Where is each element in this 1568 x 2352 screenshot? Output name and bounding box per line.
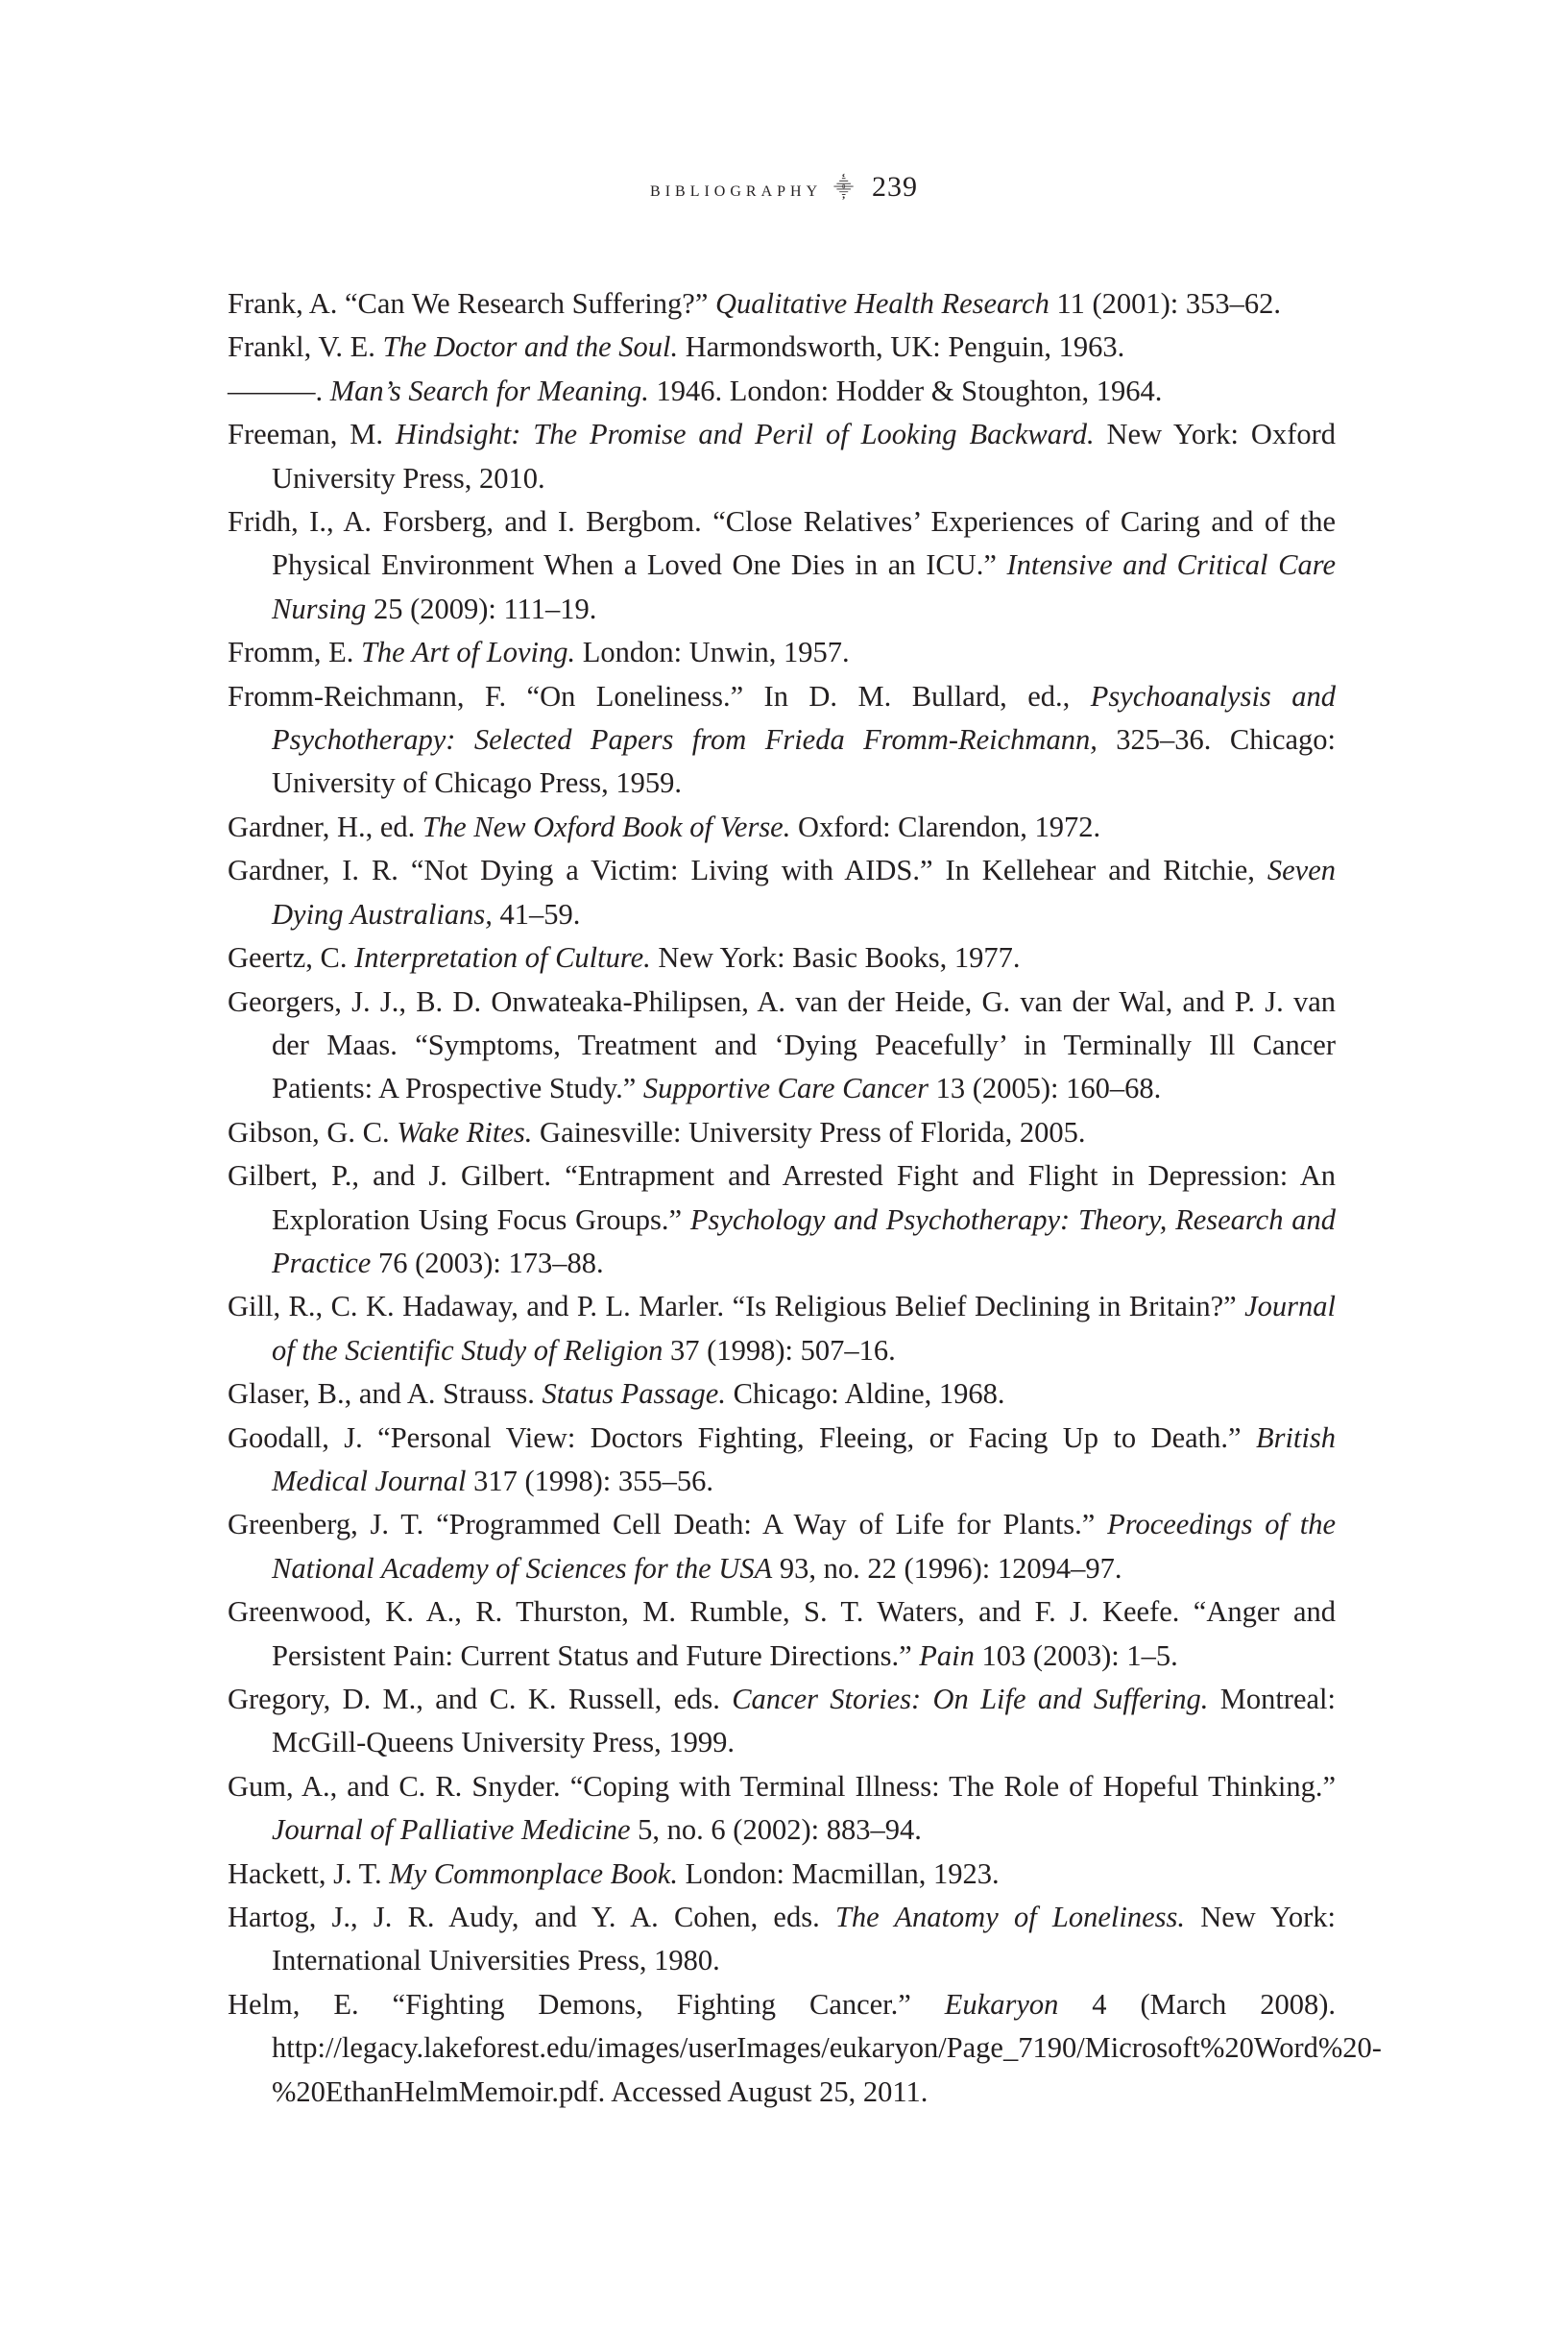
entry-title-italic: The Art of Loving. (360, 636, 576, 669)
entry-title-italic: Psychoanalysis and Psychotherapy: Selected Papers from Frieda Fromm-Reichmann, (272, 679, 1336, 757)
bibliography-entry (228, 1285, 1336, 1372)
entry-text: Geertz, C. (228, 941, 355, 975)
entry-text: Helm, E. “Fighting Demons, Fighting Cancer.” (228, 1987, 945, 2021)
entry-text: 76 (2003): 173–88. (371, 1246, 604, 1279)
entry-text: Montreal: McGill-Queens University Press, 1999. (272, 1683, 1336, 1759)
entry-text: 11 (2001): 353–62. (1049, 287, 1281, 320)
entry-text: Fromm-Reichmann, F. “On Loneliness.” In D. M. Bullard, ed., (228, 679, 1091, 713)
entry-title-italic: Qualitative Health Research (715, 287, 1049, 320)
entry-title-italic: Pain (919, 1638, 975, 1672)
entry-text: Goodall, J. “Personal View: Doctors Fighting, Fleeing, or Facing Up to Death.” (228, 1420, 1256, 1454)
entry-title-italic: Hindsight: The Promise and Peril of Looking Backward. (395, 418, 1095, 451)
entry-text: London: Unwin, 1957. (575, 636, 850, 669)
entry-text: Harmondsworth, UK: Penguin, 1963. (678, 330, 1125, 364)
entry-title-italic: The Doctor and the Soul. (382, 330, 679, 364)
bibliography-entry (228, 326, 1336, 369)
entry-title-italic: Journal of the Scientific Study of Religion (272, 1290, 1336, 1367)
entry-title-italic: Interpretation of Culture. (354, 941, 651, 975)
entry-text: 325–36. Chicago: University of Chicago Press, 1959. (272, 723, 1336, 800)
entry-text: Frankl, V. E. (228, 330, 383, 364)
entry-text: 25 (2009): 111–19. (366, 592, 597, 625)
entry-text: Glaser, B., and A. Strauss. (228, 1377, 543, 1411)
bibliography-entry (228, 413, 1336, 500)
entry-title-italic: Eukaryon (944, 1987, 1059, 2021)
entry-text: Gilbert, P., and J. Gilbert. “Entrapment and Arrested Fight and Flight in Depression: An Exploration Using Focus Groups.” (228, 1159, 1336, 1236)
bibliography-entry (228, 1853, 1336, 1896)
entry-text: New York: Oxford University Press, 2010. (272, 418, 1337, 495)
bibliography-entry (228, 1417, 1336, 1504)
entry-title-italic: Man’s Search for Meaning. (329, 374, 649, 407)
entry-title-italic: My Commonplace Book. (389, 1856, 678, 1890)
running-head-section: bibliography (650, 177, 823, 201)
bibliography-entry (228, 1154, 1336, 1285)
entry-text: Greenberg, J. T. “Programmed Cell Death: A Way of Life for Plants.” (228, 1508, 1108, 1541)
entry-title-italic: The Anatomy of Loneliness. (834, 1901, 1185, 1934)
entry-text: 103 (2003): 1–5. (974, 1638, 1178, 1672)
bibliography-entry (228, 981, 1336, 1111)
bibliography-entry (228, 1590, 1336, 1678)
bibliography-entry (228, 675, 1336, 806)
bibliography-entry (228, 1503, 1336, 1590)
bibliography-entry (228, 1111, 1336, 1154)
entry-text: Hackett, J. T. (228, 1856, 390, 1890)
entry-text: Georgers, J. J., B. D. Onwateaka-Philipsen, A. van der Heide, G. van der Wal, and P. J. van der Maas. “Symptoms, Treatment and ‘Dying Peacefully’ in Terminally Ill Cancer Patients: A Prospective Study.” (228, 984, 1336, 1105)
entry-text: 1946. London: Hodder & Stoughton, 1964. (648, 374, 1163, 407)
entry-text: Freeman, M. (228, 418, 396, 451)
bibliography-entry (228, 1765, 1336, 1853)
entry-text: Gardner, I. R. “Not Dying a Victim: Living with AIDS.” In Kellehear and Ritchie, (228, 854, 1267, 887)
entry-title-italic: The New Oxford Book of Verse. (422, 810, 791, 843)
bibliography-entry (228, 282, 1336, 326)
entry-text: Frank, A. “Can We Research Suffering?” (228, 287, 715, 320)
entry-title-italic: Intensive and Critical Care Nursing (272, 548, 1336, 625)
entry-text: 4 (March 2008). http://legacy.lakeforest.edu/images/userImages/eukaryon/Page_7190/Microsoft%20Word%20-%20EthanHelmMemoir.pdf. Accessed August 25, 2011. (272, 1987, 1382, 2108)
bibliography-entry (228, 1983, 1382, 2114)
entry-title-italic: Proceedings of the National Academy of Sciences for the USA (272, 1508, 1336, 1585)
bibliography-entry (228, 1372, 1336, 1416)
entry-title-italic: Supportive Care Cancer (642, 1072, 929, 1105)
bibliography-entry (228, 631, 1336, 674)
entry-text: New York: International Universities Press, 1980. (272, 1901, 1336, 1977)
entry-text: London: Macmillan, 1923. (677, 1856, 1000, 1890)
bibliography-list (228, 282, 1382, 2114)
entry-text: New York: Basic Books, 1977. (650, 941, 1021, 975)
entry-text: Gum, A., and C. R. Snyder. “Coping with Terminal Illness: The Role of Hopeful Thinking.” (228, 1769, 1336, 1803)
entry-text: 93, no. 22 (1996): 12094–97. (772, 1551, 1122, 1585)
bibliography-entry (228, 936, 1336, 980)
entry-title-italic: Psychology and Psychotherapy: Theory, Research and Practice (272, 1202, 1336, 1279)
entry-title-italic: British Medical Journal (272, 1420, 1336, 1497)
bibliography-entry (228, 1678, 1336, 1765)
entry-text: Oxford: Clarendon, 1972. (790, 810, 1101, 843)
bibliography-entry (228, 370, 1336, 413)
entry-title-italic: Seven Dying Australians, (272, 854, 1336, 931)
entry-text: Greenwood, K. A., R. Thurston, M. Rumble, S. T. Waters, and F. J. Keefe. “Anger and Persistent Pain: Current Status and Future Directions.” (228, 1595, 1336, 1672)
bibliography-entry (228, 849, 1336, 936)
entry-text: Fromm, E. (228, 636, 361, 669)
entry-text: 41–59. (492, 897, 581, 931)
entry-text: 5, no. 6 (2002): 883–94. (630, 1813, 922, 1847)
running-head (0, 171, 1568, 204)
entry-text: Fridh, I., A. Forsberg, and I. Bergbom. “Close Relatives’ Experiences of Caring and of the Physical Environment When a Loved One Dies in an ICU.” (228, 505, 1336, 582)
entry-text: 13 (2005): 160–68. (928, 1072, 1162, 1105)
bibliography-entry (228, 500, 1336, 631)
entry-text: Gill, R., C. K. Hadaway, and P. L. Marler. “Is Religious Belief Declining in Britain?” (228, 1290, 1245, 1323)
entry-text: 317 (1998): 355–56. (466, 1464, 713, 1497)
entry-title-italic: Cancer Stories: On Life and Suffering. (732, 1683, 1209, 1715)
page-number: 239 (871, 171, 918, 203)
entry-text: Gardner, H., ed. (228, 810, 422, 843)
bibliography-entry (228, 806, 1336, 849)
entry-text: 37 (1998): 507–16. (663, 1333, 896, 1367)
entry-title-italic: Status Passage. (542, 1377, 726, 1411)
entry-text: Hartog, J., J. R. Audy, and Y. A. Cohen, eds. (228, 1901, 835, 1934)
entry-text: Gainesville: University Press of Florida, 2005. (532, 1115, 1086, 1149)
entry-text: Chicago: Aldine, 1968. (725, 1377, 1005, 1411)
entry-title-italic: Journal of Palliative Medicine (272, 1813, 631, 1847)
bibliography-entry (228, 1896, 1336, 1983)
ornament-separator-icon: ⸎ (833, 178, 858, 199)
entry-text: Gregory, D. M., and C. K. Russell, eds. (228, 1683, 733, 1715)
entry-text: ———. (228, 374, 330, 407)
entry-text: Gibson, G. C. (228, 1115, 398, 1149)
entry-title-italic: Wake Rites. (397, 1115, 533, 1149)
